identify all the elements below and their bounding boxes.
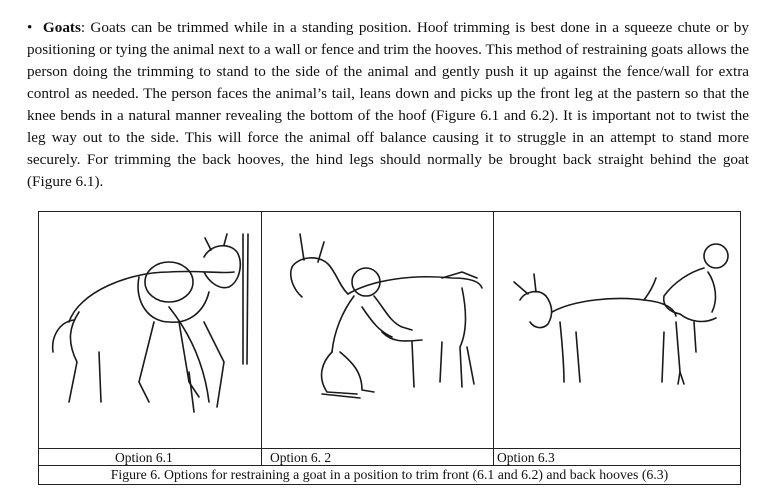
bullet: • bbox=[27, 19, 33, 36]
figure-table bbox=[38, 211, 741, 485]
figure-panel-6-1 bbox=[39, 212, 262, 448]
goat-trim-option-2-illustration bbox=[262, 212, 494, 448]
caption-option-6-2: Option 6. 2 bbox=[262, 449, 494, 465]
paragraph-text: : Goats can be trimmed while in a standing position. Hoof trimming is best done in a squeeze chute or by positioning or tying the animal next to a wall or fence and trim the hooves. This method of restraining goats allows the person doing the trimming to stand to the side of the animal and gently push it up against the fence/wall for extra control as needed. The person faces the animal’s tail, leans down and picks up the front leg at the pastern so that the knee bends in a natural manner revealing the bottom of the hoof (Figure 6.1 and 6.2). It is important not to twist the leg way out to the side. This will force the animal off balance causing it to struggle in an attempt to stand more securely. For trimming the back hooves, the hind legs should normally be brought back straight behind the goat (Figure 6.1). bbox=[27, 19, 749, 190]
figure-caption: Figure 6. Options for restraining a goat in a position to trim front (6.1 and 6.2) and back hooves (6.3) bbox=[110, 467, 669, 482]
panel-caption-row bbox=[39, 448, 740, 466]
goat-trim-option-1-illustration bbox=[39, 212, 262, 448]
goat-trim-option-3-illustration bbox=[494, 212, 740, 448]
caption-option-6-3: Option 6.3 bbox=[497, 450, 555, 465]
figure-panel-6-3 bbox=[494, 212, 740, 448]
caption-option-6-1: Option 6.1 bbox=[39, 449, 262, 465]
term-goats: Goats bbox=[42, 19, 81, 36]
body-paragraph bbox=[27, 17, 749, 193]
figure-panel-6-2 bbox=[262, 212, 494, 448]
